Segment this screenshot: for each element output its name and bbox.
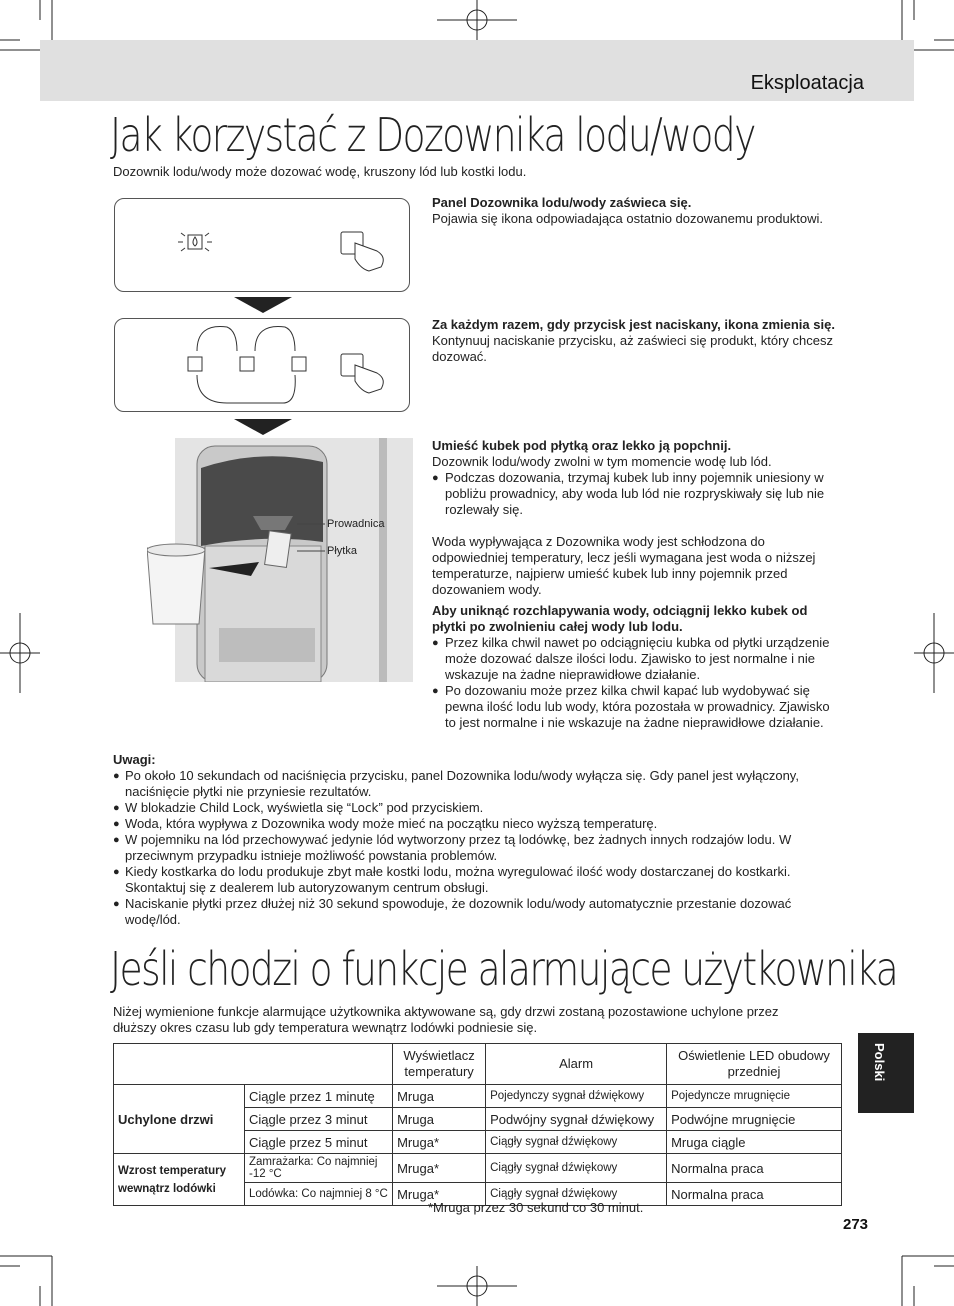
table-cell: Mruga* [393,1131,486,1154]
section2-title: Jeśli chodzi o funkcje alarmujące użytkownika [110,942,898,996]
section1-title: Jak korzystać z Dozownika lodu/wody [110,108,755,162]
step3-bullet2-a: ● Przez kilka chwil nawet po odciągnięciu kubka od płytki urządzenie może dozować dalsze ilości lodu. Zjawisko to jest normalne i nie wskazuje na żadne nieprawidłowe działanie. [432,635,842,683]
table-cell: Ciągle przez 1 minutę [245,1085,393,1108]
header-alarm: Alarm [486,1044,667,1085]
table-cell: Pojedynczy sygnał dźwiękowy [486,1085,667,1108]
header-display: Wyświetlacz temperatury [393,1044,486,1085]
table-row [114,1154,842,1183]
press-button-icon [341,232,383,271]
table-cell: Mruga [393,1108,486,1131]
note-item: ● Naciskanie płytki przez dłużej niż 30 sekund spowoduje, że dozownik lodu/wody automatycznie przestanie dozować wodę/lód. [113,896,848,928]
table-cell: Mruga [393,1085,486,1108]
step3-bold: Umieść kubek pod płytką oraz lekko ją popchnij. [432,438,732,453]
table-footnote: *Mruga przez 30 sekund co 30 minut. [428,1200,644,1215]
step3-text [432,438,842,731]
language-tab-label: Polski [872,1043,887,1082]
table-cell: Mruga ciągle [667,1131,842,1154]
notes-heading: Uwagi: [113,752,156,767]
step3-bullet2-b: ● Po dozowaniu może przez kilka chwil kapać lub wydobywać się pewna ilość lodu lub wody, która pozostała w prowadnicy. Zjawisko to jest normalne i nie wskazuje na żadne nieprawidłowe działanie. [432,683,842,731]
note-item: ● W pojemniku na lód przechowywać jedynie lód wytworzony przez tą lodówkę, bez żadnych innych rodzajów lodu. W przeciwnym przypadku istnieje możliwość powstania problemów. [113,832,848,864]
notes [113,752,848,928]
note-lock-prefix: W blokadzie Child Lock, wyświetla się “ [125,800,352,815]
dispenser-panel-1 [114,198,410,292]
arrow-down-2 [234,419,292,435]
dispenser-illustration [147,438,413,682]
table-cell: Ciągle przez 3 minut [245,1108,393,1131]
table-cell: Podwójne mrugnięcie [667,1108,842,1131]
group-temp-rise: Wzrost temperatury wewnątrz lodówki [114,1154,245,1206]
table-cell: Normalna praca [667,1183,842,1206]
water-icon [188,357,202,371]
lock-label: Lock [351,801,379,815]
step3-bold2: Aby uniknąć rozchlapywania wody, odciągnij lekko kubek od płytki po zwolnieniu całej wody lub lodu. [432,603,808,634]
cycle-arrow-3 [197,375,295,403]
label-plate: Płytka [327,545,357,557]
water-icon-lit [178,233,212,251]
press-button-icon-2 [341,354,383,393]
cycle-arrow-1 [197,327,237,352]
note-item: ● Kiedy kostkarka do lodu produkuje zbyt małe kostki lodu, można wyregulować ilość wody dostarczanej do kostkarki. Skontaktuj się z dealerem lub autoryzowanym centrum obsługi. [113,864,848,896]
table-row [114,1085,842,1108]
dispenser-panel-2 [114,318,410,412]
note-lock-suffix: ” pod przyciskiem. [378,800,484,815]
step3-body: Dozownik lodu/wody zwolni w tym momencie wodę lub lód. [432,454,772,469]
step3-bullet: ● Podczas dozowania, trzymaj kubek lub inny pojemnik uniesiony w pobliżu prowadnicy, aby woda lub lód nie rozpryskiwały się lub nie rozlewały się. [432,470,842,518]
panel-1-icons [115,199,409,291]
step2-body: Kontynuuj naciskanie przycisku, aż zaświeci się produkt, który chcesz dozować. [432,333,834,364]
table-cell: Ciągły sygnał dźwiękowy [486,1183,667,1206]
page-number: 273 [843,1216,869,1233]
cubed-ice-icon [292,357,306,371]
note-item: ● Po około 10 sekundach od naciśnięcia przycisku, panel Dozownika lodu/wody wyłącza się. Gdy panel jest wyłączony, naciśnięcie płytki nie przyniesie rezultatów. [113,768,848,800]
section2-intro: Niżej wymienione funkcje alarmujące użytkownika aktywowane są, gdy drzwi zostaną pozostawione uchylone przez dłuższy okres czasu lub gdy temperatura wewnątrz lodówki podniesie się. [113,1004,779,1035]
step1-bold: Panel Dozownika lodu/wody zaświeca się. [432,195,692,210]
header-led: Oświetlenie LED obudowy przedniej [667,1044,842,1085]
crushed-ice-icon [240,357,254,371]
table-cell: Podwójny sygnał dźwiękowy [486,1108,667,1131]
language-tab [858,1033,914,1113]
note-item: ● Woda, która wypływa z Dozownika wody może mieć na początku nieco wyższą temperaturę. [113,816,848,832]
table-header-row [114,1044,842,1085]
cycle-arrow-2 [255,327,295,352]
table-cell: Mruga* [393,1183,486,1206]
step2-bold: Za każdym razem, gdy przycisk jest naciskany, ikona zmienia się. [432,317,835,332]
step1-text [432,195,842,227]
step2-text [432,317,842,365]
label-guide: Prowadnica [327,518,385,530]
alarm-table [113,1043,842,1206]
group-door-open: Uchylone drzwi [114,1085,245,1154]
table-cell: Ciągły sygnał dźwiękowy [486,1154,667,1183]
table-cell: Lodówka: Co najmniej 8 °C [245,1183,393,1206]
step3-para2: Woda wypływająca z Dozownika wody jest schłodzona do odpowiedniej temperatury, lecz jeśli wymagana jest woda o niższej temperaturze, najpierw umieść kubek lub inny pojemnik przed dozowaniem wody. [432,534,816,597]
table-cell: Normalna praca [667,1154,842,1183]
panel-2-icons [115,319,409,411]
table-cell: Ciągły sygnał dźwiękowy [486,1131,667,1154]
table-cell: Pojedyncze mrugnięcie [667,1085,842,1108]
step1-body: Pojawia się ikona odpowiadająca ostatnio dozowanemu produktowi. [432,211,823,226]
table-cell: Zamrażarka: Co najmniej -12 °C [245,1154,393,1183]
section-label: Eksploatacja [750,72,864,94]
note-item-lock [113,800,848,816]
table-cell: Ciągle przez 5 minut [245,1131,393,1154]
table-cell: Mruga* [393,1154,486,1183]
section1-intro: Dozownik lodu/wody może dozować wodę, kruszony lód lub kostki lodu. [113,164,527,179]
arrow-down-1 [234,297,292,313]
